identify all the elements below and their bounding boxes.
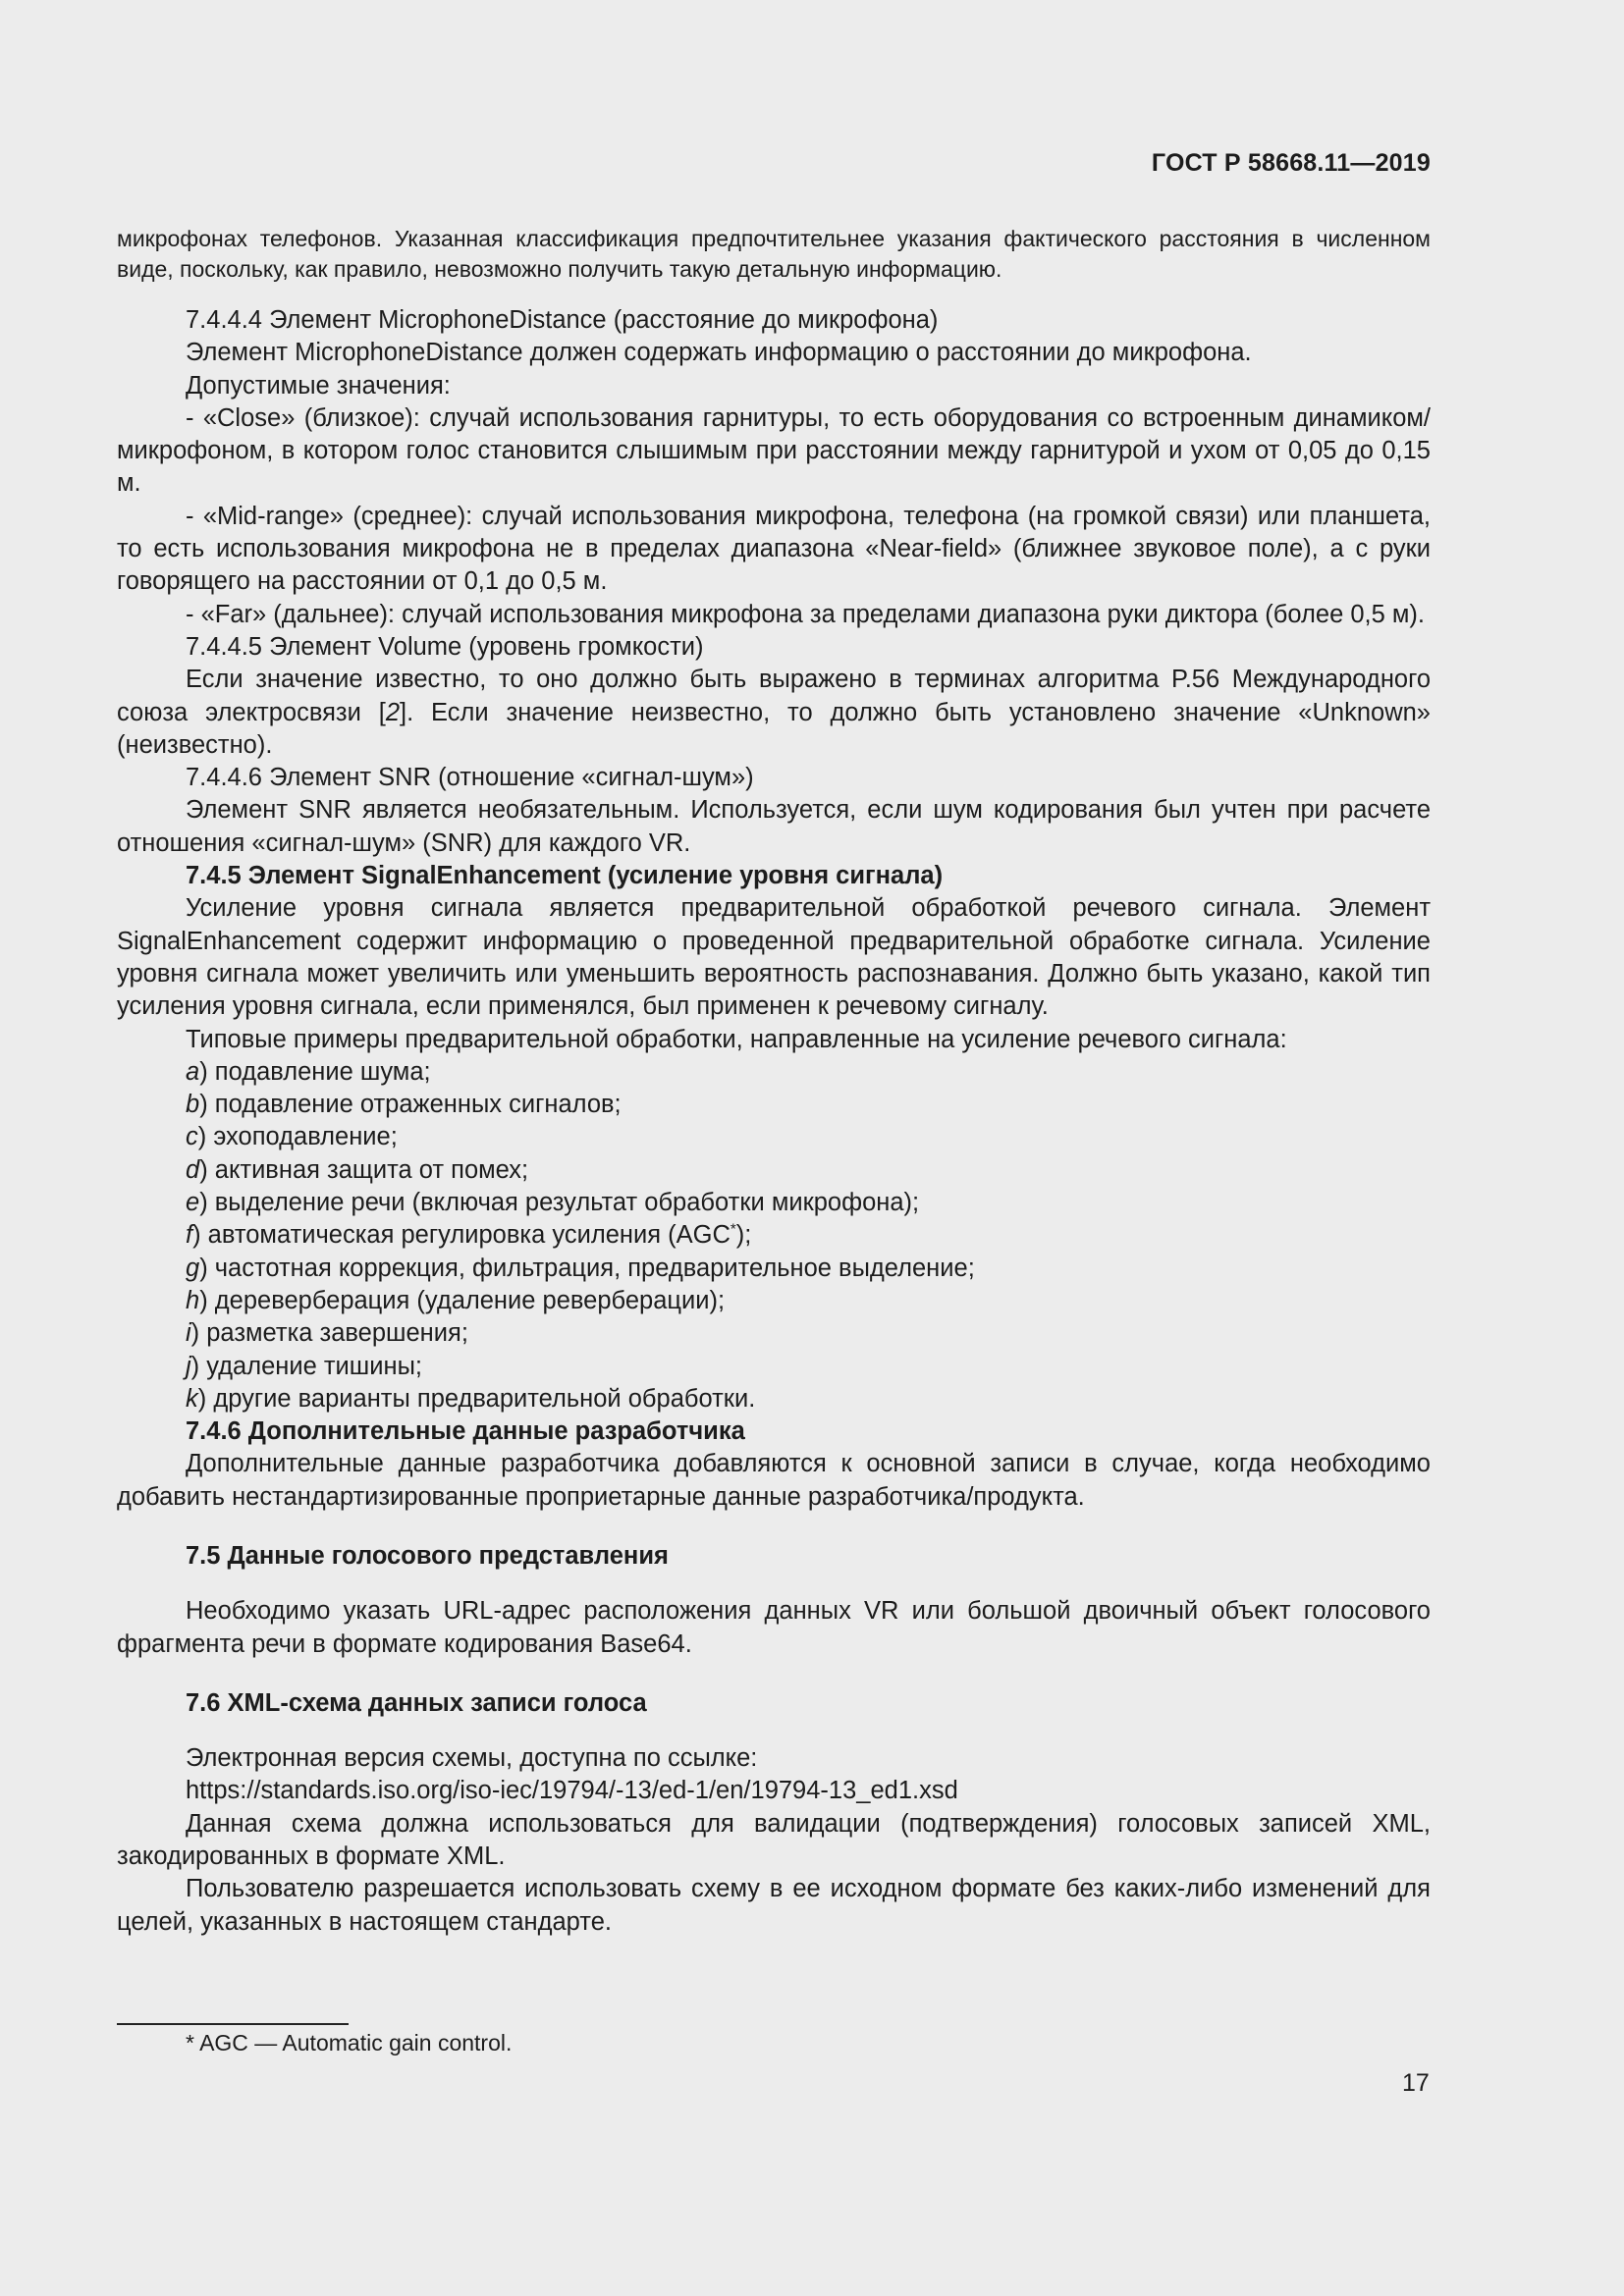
paragraph-developer-data: Дополнительные данные разработчика добавляются к основной записи в случае, когда необходимо добавить нестандартизированные проприетарные данные разработчика/продукта. [117,1450,1431,1511]
section-heading-7-4-4-5: 7.4.4.5 Элемент Volume (уровень громкости) [186,632,704,661]
text-run: ]. Если значение неизвестно, то должно быть установлено значение «Unknown» (неизвестно). [117,698,1431,759]
page-number: 17 [1402,2069,1430,2097]
list-text: ) выделение речи (включая результат обработки микрофона); [199,1189,920,1217]
list-letter: a [186,1057,200,1086]
list-text: ) подавление шума; [199,1057,431,1086]
paragraph-volume [117,664,1431,762]
list-text: ) подавление отраженных сигналов; [199,1091,622,1119]
list-item [117,1383,1431,1415]
section-heading-7-4-4-4: 7.4.4.4 Элемент MicrophoneDistance (расстояние до микрофона) [186,306,939,334]
list-text-tail: ); [735,1221,752,1250]
document-body [117,224,1431,1939]
text-run: Если значение известно, то оно должно быть выражено в терминах алгоритма P.56 Международного союза электросвязи [ [117,666,1431,726]
document-header: ГОСТ Р 58668.11—2019 [1151,149,1431,177]
list-item [117,1187,1431,1219]
section-heading-7-4-4-6: 7.4.4.6 Элемент SNR (отношение «сигнал-шум») [186,764,754,792]
paragraph-mid-range: - «Mid-range» (среднее): случай использования микрофона, телефона (на громкой связи) или планшета, то есть использования микрофона не в пределах диапазона «Near-field» (ближнее звуковое поле), а с руки говорящего на расстоянии от 0,1 до 0,5 м. [117,502,1431,596]
list-letter: h [186,1286,200,1314]
list-item [117,1219,1431,1252]
section-heading-7-6: 7.6 XML-схема данных записи голоса [186,1688,647,1717]
paragraph: Пользователю разрешается использовать схему в ее исходном формате без каких-либо изменений для целей, указанных в настоящем стандарте. [117,1875,1431,1936]
list-item [117,1154,1431,1187]
list-letter: b [186,1091,200,1119]
list-text: ) разметка завершения; [190,1319,468,1348]
paragraph: Электронная версия схемы, доступна по ссылке: [186,1744,758,1773]
list-item [117,1317,1431,1350]
list-text: ) эхоподавление; [197,1123,398,1151]
list-text: ) удаление тишины; [190,1352,422,1380]
list-letter: e [186,1189,200,1217]
paragraph: Данная схема должна использоваться для валидации (подтверждения) голосовых записей XML, закодированных в формате XML. [117,1809,1431,1871]
list-item [117,1089,1431,1121]
paragraph: Допустимые значения: [186,371,451,400]
list-letter: c [186,1123,198,1151]
footnote-divider [117,2023,349,2025]
paragraph-close: - «Close» (близкое): случай использования гарнитуры, то есть оборудования со встроенным динамиком/микрофоном, в котором голос становится слышимым при расстоянии между гарнитурой и ухом от 0,05 до 0,15 м. [117,403,1431,498]
list-letter: k [186,1384,198,1413]
list-text: ) частотная коррекция, фильтрация, предварительное выделение; [199,1254,975,1282]
list-text: ) другие варианты предварительной обработки. [197,1384,756,1413]
paragraph-snr: Элемент SNR является необязательным. Используется, если шум кодирования был учтен при расчете отношения «сигнал-шум» (SNR) для каждого VR. [117,796,1431,857]
paragraph-far: - «Far» (дальнее): случай использования микрофона за пределами диапазона руки диктора (более 0,5 м). [186,600,1425,628]
list-item [117,1253,1431,1285]
list-item [117,1056,1431,1089]
list-letter: g [186,1254,200,1282]
paragraph: Типовые примеры предварительной обработки, направленные на усиление речевого сигнала: [186,1025,1287,1053]
footnote: * AGC — Automatic gain control. [186,2030,513,2056]
list-item [117,1351,1431,1383]
reference-number: 2 [385,698,400,726]
paragraph-signal-enhancement: Усиление уровня сигнала является предварительной обработкой речевого сигнала. Элемент SignalEnhancement содержит информацию о проведенной предварительной обработке сигнала. Усиление уровня сигнала может увеличить или уменьшить вероятность распознавания. Должно быть указано, какой тип усиления уровня сигнала, если применялся, был применен к речевому сигналу. [117,894,1431,1021]
list-text: ) активная защита от помех; [199,1155,529,1184]
section-heading-7-4-6: 7.4.6 Дополнительные данные разработчика [186,1417,745,1446]
list-letter: j [186,1352,191,1380]
paragraph-continued: микрофонах телефонов. Указанная классификация предпочтительнее указания фактического расстояния в численном виде, поскольку, как правило, невозможно получить такую детальную информацию. [117,226,1431,282]
footnote-marker: * [730,1220,736,1238]
section-heading-7-4-5: 7.4.5 Элемент SignalEnhancement (усиление уровня сигнала) [186,862,944,890]
list-letter: d [186,1155,200,1184]
section-heading-7-5: 7.5 Данные голосового представления [186,1541,669,1570]
list-text: ) автоматическая регулировка усиления (AGC [192,1221,731,1250]
schema-url-link[interactable]: https://standards.iso.org/iso-iec/19794/-13/ed-1/en/19794-13_ed1.xsd [186,1777,958,1805]
list-letter: i [186,1319,191,1348]
list-text: ) дереверберация (удаление реверберации); [199,1286,726,1314]
list-letter: f [186,1221,193,1250]
list-item [117,1285,1431,1317]
list-item [117,1121,1431,1153]
paragraph: Элемент MicrophoneDistance должен содержать информацию о расстоянии до микрофона. [186,339,1252,367]
paragraph-voice-data: Необходимо указать URL-адрес расположения данных VR или большой двоичный объект голосового фрагмента речи в формате кодирования Base64. [117,1597,1431,1658]
